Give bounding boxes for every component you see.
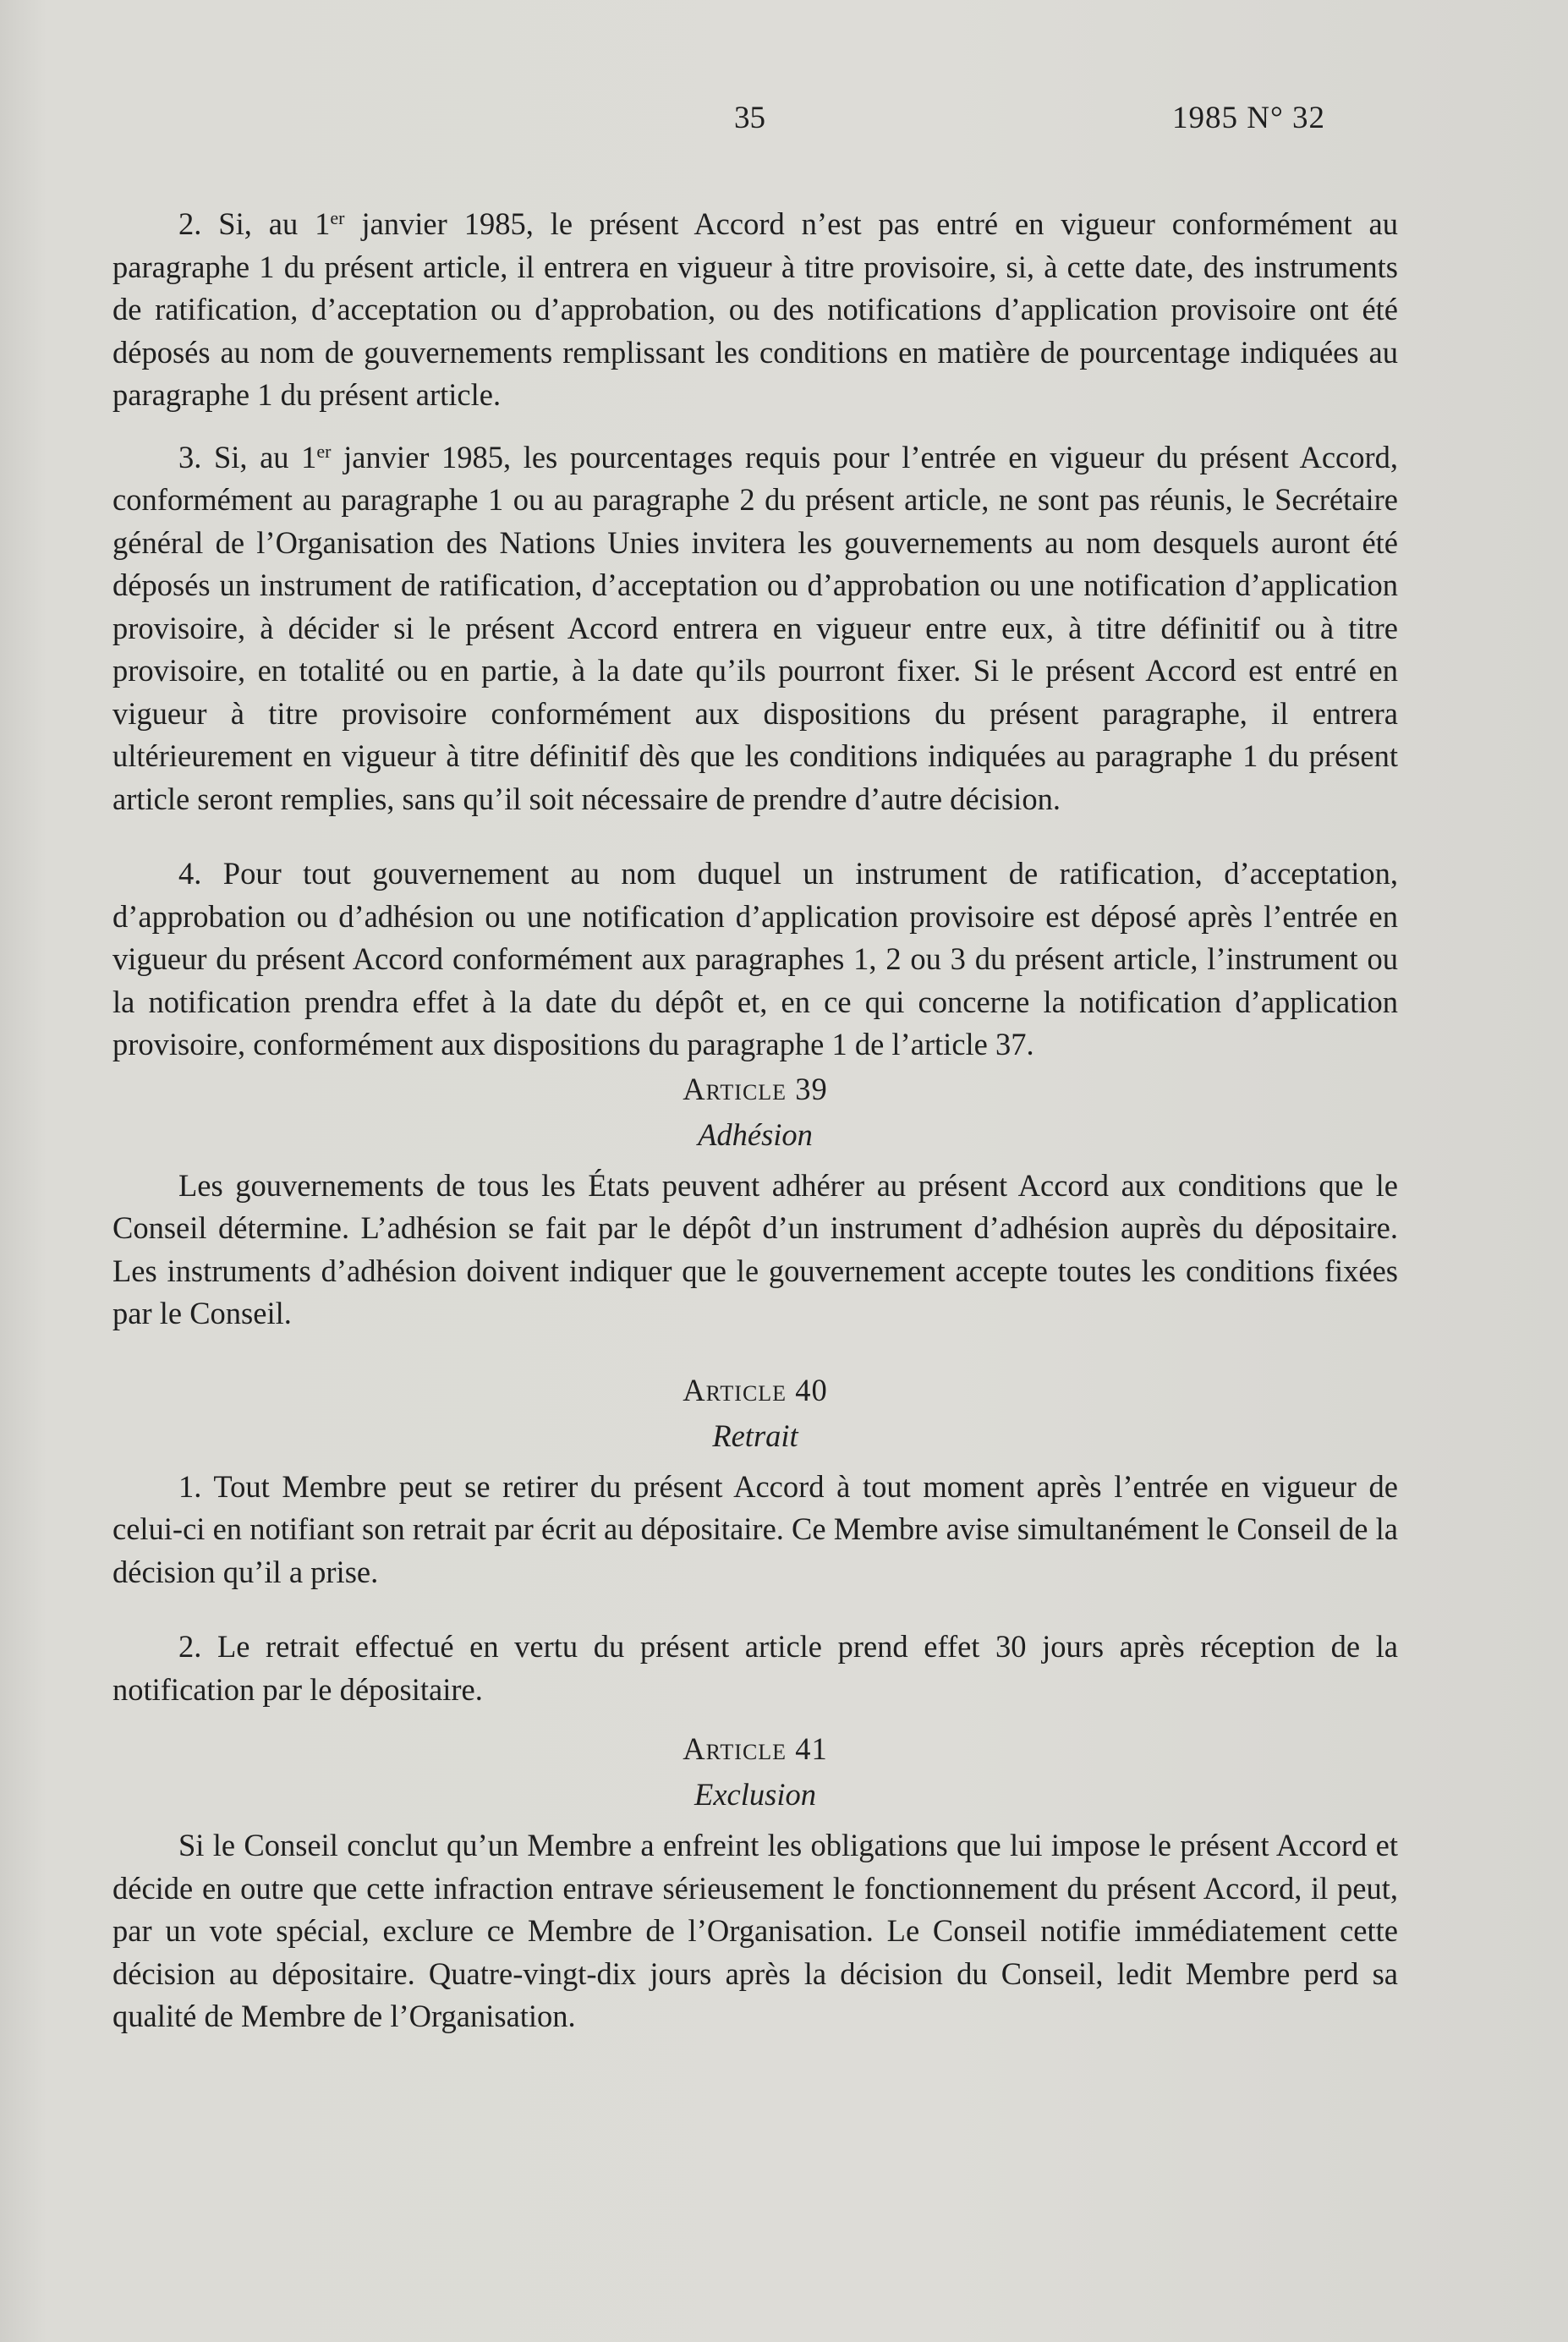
article-heading: Article 41: [683, 1731, 828, 1766]
article-paragraph: 2. Le retrait effectué en vertu du présent article prend effet 30 jours après réception de la notification par le dépositaire.: [112, 1629, 1398, 1707]
article-heading: Article 39: [683, 1071, 828, 1106]
article-paragraph: Les gouvernements de tous les États peuvent adhérer au présent Accord aux conditions que le Conseil détermine. L’adhésion se fait par le dépôt d’un instrument d’adhésion auprès du dépositaire. Les instruments d’adhésion doivent indiquer que le gouvernement accepte toutes les conditions fixées par le Conseil.: [112, 1167, 1398, 1330]
paragraph-3: [112, 436, 1398, 821]
paragraph-3-lead: 3. Si, au 1: [178, 439, 317, 474]
paragraph-2-text: janvier 1985, le présent Accord n’est pas entré en vigueur conformément au paragraphe 1 du présent article, il entrera en vigueur à titre provisoire, si, à cette date, des instruments de ratification, d’acceptation ou d’approbation, ou des notifications d’application provisoire ont été déposés au nom de gouvernements remplissant les conditions en matière de pourcentage indiquées au paragraphe 1 du présent article.: [112, 206, 1398, 412]
article-heading: Article 40: [683, 1372, 828, 1407]
article-title: Adhésion: [698, 1116, 813, 1152]
article-title: Retrait: [712, 1418, 798, 1453]
article-paragraph: 1. Tout Membre peut se retirer du présent Accord à tout moment après l’entrée en vigueur de celui-ci en notifiant son retrait par écrit au dépositaire. Ce Membre avise simultanément le Conseil de la décision qu’il a prise.: [112, 1468, 1398, 1589]
superscript: er: [316, 440, 332, 462]
superscript: er: [330, 207, 345, 228]
paragraph-3-text: janvier 1985, les pourcentages requis pour l’entrée en vigueur du présent Accord, conformément au paragraphe 1 ou au paragraphe 2 du présent article, ne sont pas réunis, le Secrétaire général de l’Organisation des Nations Unies invitera les gouvernements au nom desquels auront été déposés un instrument de ratification, d’acceptation ou d’approbation ou une notification d’application provisoire, à décider si le présent Accord entrera en vigueur entre eux, à titre définitif ou à titre provisoire, en totalité ou en partie, à la date qu’ils pourront fixer. Si le présent Accord est entré en vigueur à titre provisoire conformément aux dispositions du présent paragraphe, il entrera ultérieurement en vigueur à titre définitif dès que les conditions indiquées au paragraphe 1 du présent article seront remplies, sans qu’il soit nécessaire de prendre d’autre décision.: [112, 439, 1398, 816]
article-title: Exclusion: [694, 1777, 816, 1812]
page-number: 35: [734, 101, 765, 135]
page-header: [0, 100, 1568, 151]
paragraph-2: [112, 203, 1398, 417]
paragraph-2-lead: 2. Si, au 1: [178, 206, 331, 241]
page-body: [112, 203, 1398, 2038]
document-reference: 1985 N° 32: [1172, 101, 1326, 135]
paragraph-4: 4. Pour tout gouvernement au nom duquel un instrument de ratification, d’acceptation, d’approbation ou d’adhésion ou une notification d’application provisoire est déposé après l’entrée en vigueur du présent Accord conformément aux paragraphes 1, 2 ou 3 du présent article, l’instrument ou la notification prendra effet à la date du dépôt et, en ce qui concerne la notification d’application provisoire, conformément aux dispositions du paragraphe 1 de l’article 37.: [112, 856, 1398, 1061]
article-paragraph: Si le Conseil conclut qu’un Membre a enfreint les obligations que lui impose le présent Accord et décide en outre que cette infraction entrave sérieusement le fonctionnement du présent Accord, il peut, par un vote spécial, exclure ce Membre de l’Organisation. Le Conseil notifie immédiatement cette décision au dépositaire. Quatre-vingt-dix jours après la décision du Conseil, ledit Membre perd sa qualité de Membre de l’Organisation.: [112, 1828, 1398, 2033]
